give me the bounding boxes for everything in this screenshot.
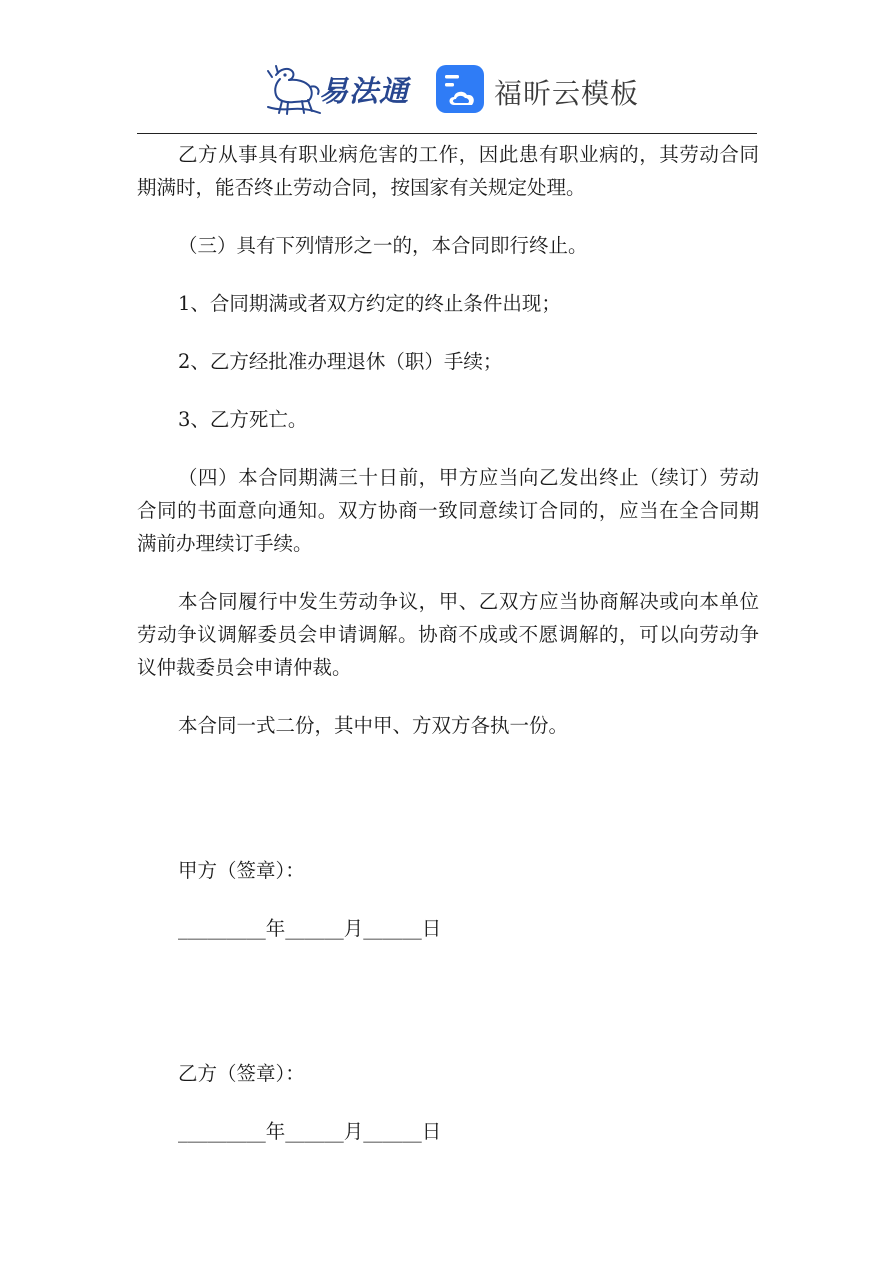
page-header [0, 55, 893, 125]
paragraph: 本合同履行中发生劳动争议，甲、乙双方应当协商解决或向本单位劳动争议调解委员会申请调解。协商不成或不愿调解的，可以向劳动争议仲裁委员会申请仲裁。 [137, 590, 759, 679]
spacer [137, 767, 759, 854]
party-a-date-line: _________年______月______日 [178, 917, 442, 940]
yifatong-logo [262, 63, 422, 119]
cloud-document-icon [436, 65, 484, 113]
party-b-date-line: _________年______月______日 [178, 1120, 442, 1143]
document-body [137, 138, 759, 1173]
paragraph: （四）本合同期满三十日前，甲方应当向乙发出终止（续订）劳动合同的书面意向通知。双方协商一致同意续订合同的，应当在全合同期满前办理续订手续。 [137, 466, 759, 555]
party-a-signature-label: 甲方（签章）： [178, 859, 305, 882]
paragraph: 乙方从事具有职业病危害的工作，因此患有职业病的，其劳动合同期满时，能否终止劳动合同，按国家有关规定处理。 [137, 143, 759, 199]
paragraph: （三）具有下列情形之一的，本合同即行终止。 [178, 234, 588, 257]
header-divider [137, 133, 757, 134]
party-b-signature-label: 乙方（签章）： [178, 1062, 305, 1085]
paragraph: 本合同一式二份，其中甲、方双方各执一份。 [178, 714, 569, 737]
list-item: 2、乙方经批准办理退休（职）手续； [178, 350, 503, 373]
list-item: 3、乙方死亡。 [178, 408, 308, 431]
spacer [137, 970, 759, 1057]
kirin-logo-icon [262, 63, 324, 119]
logo2-text: 福昕云模板 [494, 77, 640, 110]
list-item: 1、合同期满或者双方约定的终止条件出现； [178, 292, 561, 315]
logo1-text: 易法通 [319, 74, 410, 108]
